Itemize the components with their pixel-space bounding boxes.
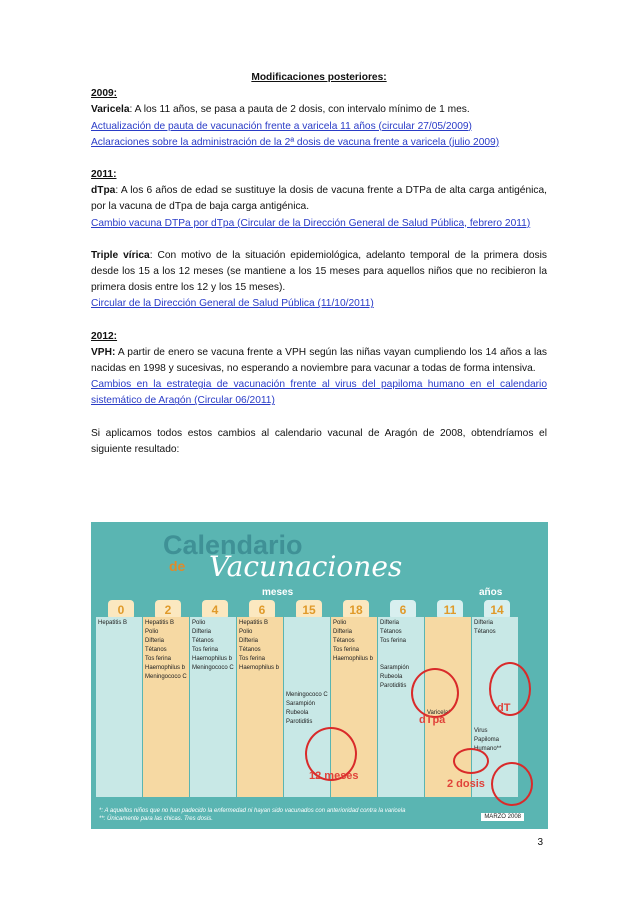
- calendar-column-8: Difteria Tétanos Virus Papiloma Humano**: [472, 617, 518, 797]
- vph-text: A partir de enero se vacuna frente a VPH según las niñas vayan cumpliendo los 14 años a las nacidas en 1998 y sucesivas, no esperando a noviembre para vacunar a todas de forma intensiva.: [91, 346, 547, 375]
- calendar-column-3: Hepatitis B Polio Difteria Tétanos Tos ferina Haemophilus b: [237, 617, 283, 797]
- link-varicela-circular[interactable]: Actualización de pauta de vacunación frente a varicela 11 años (circular 27/05/2009): [91, 120, 472, 132]
- circle-vph: [491, 762, 533, 806]
- calendar-column-1: Hepatitis B Polio Difteria Tétanos Tos ferina Haemophilus b Meningococo C: [143, 617, 189, 797]
- page-number: 3: [537, 837, 543, 848]
- note-dt: dT: [497, 702, 511, 714]
- year-2009: 2009:: [91, 88, 118, 100]
- circle-varicela: [453, 748, 489, 774]
- link-dtpa-circular[interactable]: Cambio vacuna DTPa por dTpa (Circular de la Dirección General de Salud Pública, febrero 2011): [91, 217, 531, 229]
- age-marker-8: 14: [484, 600, 510, 620]
- note-dtpa: dTpa: [419, 714, 446, 726]
- dtpa-label: dTpa: [91, 185, 116, 197]
- vph-label: VPH:: [91, 346, 116, 358]
- triple-virica-label: Triple vírica: [91, 249, 150, 261]
- age-marker-5: 18: [343, 600, 369, 620]
- link-vph-circular[interactable]: Cambios en la estrategia de vacunación frente al virus del papiloma humano en el calendario sistemático de Aragón (Circular 06/2011): [91, 379, 547, 407]
- footnote-1: *: A aquellos niños que no han padecido la enfermedad ni hayan sido vacunados con anterioridad contra la varicela: [99, 808, 406, 814]
- footnote-2: **: Únicamente para las chicas. Tres dosis.: [99, 816, 213, 822]
- note-12-meses: 12 meses: [309, 770, 359, 782]
- calendar-title-word: Calendario: [163, 530, 303, 560]
- age-marker-0: 0: [108, 600, 134, 620]
- link-triple-virica-circular[interactable]: Circular de la Dirección General de Salud Pública (11/10/2011): [91, 298, 374, 310]
- vaccination-calendar-image: [91, 522, 548, 829]
- varicela-label: Varicela: [91, 104, 130, 116]
- age-marker-7: 11: [437, 600, 463, 620]
- calendar-column-0: Hepatitis B: [96, 617, 142, 797]
- year-2011: 2011:: [91, 169, 117, 181]
- conclusion-paragraph: Si aplicamos todos estos cambios al calendario vacunal de Aragón de 2008, obtendríamos el siguiente resultado:: [91, 427, 547, 455]
- age-marker-2: 4: [202, 600, 228, 620]
- circle-dtpa: [411, 668, 459, 718]
- calendar-column-6: Difteria Tétanos Tos ferina Sarampión Rubeola Parotiditis: [378, 617, 424, 797]
- year-2012: 2012:: [91, 330, 118, 342]
- calendar-title-de: de: [169, 558, 186, 574]
- varicela-paragraph: [91, 102, 547, 118]
- calendar-anos-label: años: [479, 587, 503, 598]
- document-body: [91, 70, 547, 458]
- calendar-column-5: Polio Difteria Tétanos Tos ferina Haemophilus b: [331, 617, 377, 797]
- vph-paragraph: [91, 345, 547, 377]
- triple-virica-paragraph: [91, 248, 547, 297]
- calendar-title-vacunaciones: Vacunaciones: [209, 550, 403, 583]
- dtpa-text: : A los 6 años de edad se sustituye la dosis de vacuna frente a DTPa de alta carga antigénica, por la vacuna de dTpa de baja carga antigénica.: [91, 185, 547, 213]
- age-marker-4: 15: [296, 600, 322, 620]
- calendar-date: MARZO 2008: [481, 813, 524, 821]
- calendar-footnotes: [99, 807, 405, 823]
- age-marker-3: 6: [249, 600, 275, 620]
- age-marker-1: 2: [155, 600, 181, 620]
- section-heading: Modificaciones posteriores:: [251, 72, 387, 83]
- dtpa-paragraph: [91, 183, 547, 215]
- varicela-text: : A los 11 años, se pasa a pauta de 2 dosis, con intervalo mínimo de 1 mes.: [129, 104, 470, 116]
- calendar-column-7: Varicela*: [425, 617, 471, 797]
- calendar-meses-label: meses: [262, 587, 294, 598]
- note-2-dosis: 2 dosis: [447, 778, 485, 790]
- age-marker-6: 6: [390, 600, 416, 620]
- triple-virica-text: : Con motivo de la situación epidemiológica, adelanto temporal de la primera dosis desde los 15 a los 12 meses (se mantiene a los 15 meses para aquellos niños que no recibieron la primera dosis entre los 12 y los 15 meses).: [91, 249, 547, 294]
- link-varicela-aclaraciones[interactable]: Aclaraciones sobre la administración de la 2ª dosis de vacuna frente a varicela (julio 2009): [91, 136, 500, 148]
- calendar-column-2: Polio Difteria Tétanos Tos ferina Haemophilus b Meningococo C: [190, 617, 236, 797]
- calendar-column-4: Meningococo C Sarampión Rubeola Parotiditis: [284, 617, 330, 797]
